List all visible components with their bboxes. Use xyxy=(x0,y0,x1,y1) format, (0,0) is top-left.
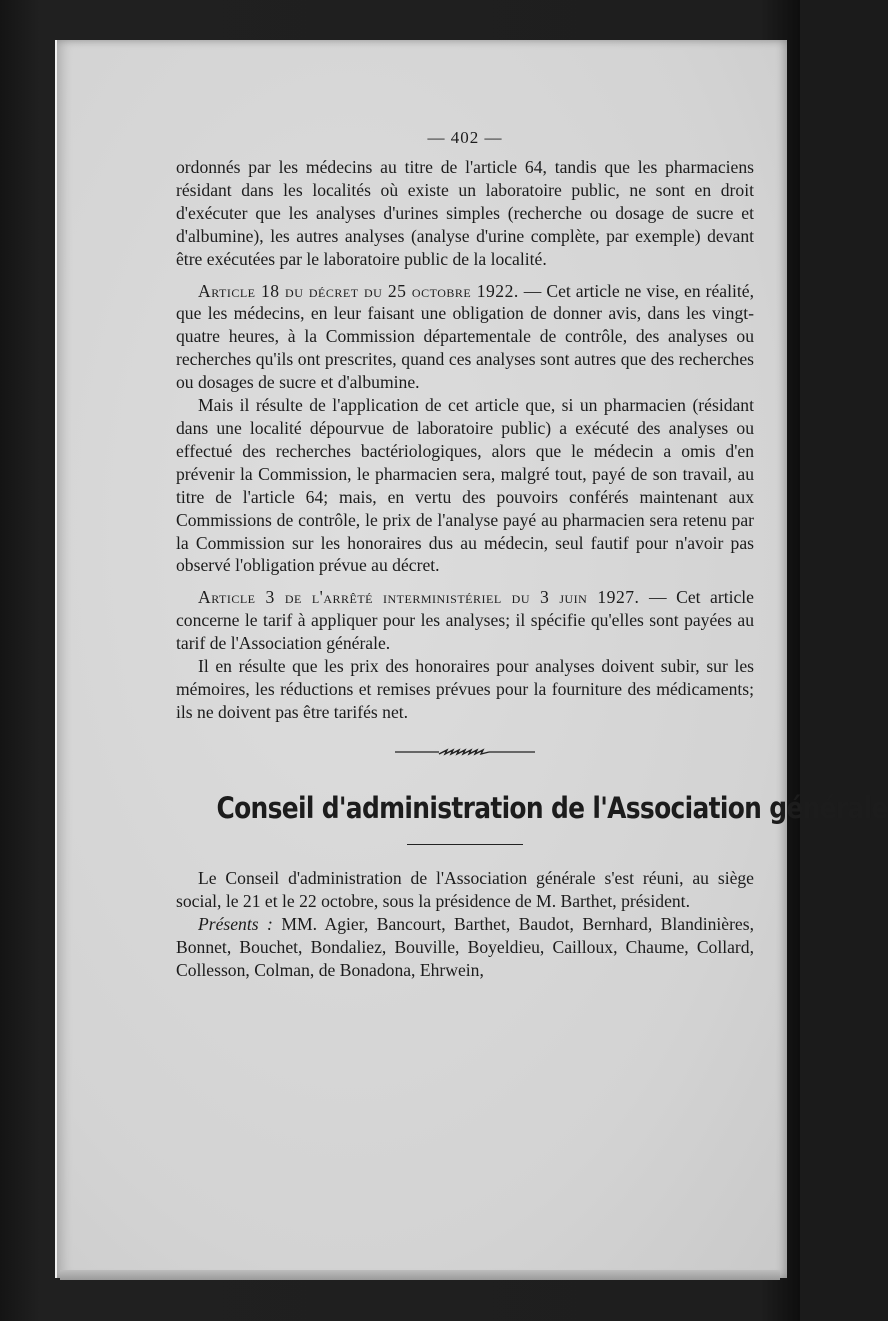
presents-list: MM. Agier, Bancourt, Barthet, Baudot, Bernhard, Blandinières, Bonnet, Bouchet, Bondaliez, Bouville, Boyeldieu, Cailloux, Chaume, Collard, Collesson, Colman, de Bonadona, Ehrwein, xyxy=(176,914,754,980)
paragraph-mais: Mais il résulte de l'application de cet article que, si un pharmacien (résidant dans une localité dépourvue de laboratoire public) a exécuté des analyses ou effectué des recherches bactériologiques, alors que le médecin a omis d'en prévenir la Commission, le pharmacien sera, malgré tout, payé de son travail, au titre de l'article 64; mais, en vertu des pouvoirs conférés maintenant aux Commissions de contrôle, le prix de l'analyse payé au pharmacien sera retenu par la Commission sur les honoraires dus au médecin, seul fautif pour n'avoir pas observé l'obligation prévue au décret. xyxy=(176,395,754,576)
paragraph-presents xyxy=(176,913,754,982)
page-content xyxy=(176,128,888,982)
paragraph-continuation: ordonnés par les médecins au titre de l'article 64, tandis que les pharmaciens résidant dans les localités où existe un laboratoire public, ne sont en droit d'exécuter que les analyses d'urines simples (recherche ou dosage de sucre et d'albumine), les autres analyses (analyse d'urine complète, par exemple) devant être exécutées par le laboratoire public de la localité. xyxy=(176,157,754,269)
article-18-heading: Article 18 du décret du 25 octobre 1922. xyxy=(198,280,519,301)
article-18-text: — Cet article ne vise, en réalité, que les médecins, en leur faisant une obligation de donner avis, dans les vingt-quatre heures, à la Commission départementale de contrôle, des analyses ou recherches qu'ils ont prescrites, quand ces analyses sont autres que des recherches ou dosages de sucre et d'albumine. xyxy=(176,280,754,393)
page-edge xyxy=(60,1270,780,1280)
paragraph-article-18 xyxy=(176,280,754,395)
article-3-heading: Article 3 de l'arrêté interministériel du 3 juin 1927. xyxy=(198,587,640,608)
article-3-text: — Cet article concerne le tarif à appliquer pour les analyses; il spécifie qu'elles sont payées au tarif de l'Association générale. xyxy=(176,587,754,654)
page-number: — 402 — xyxy=(427,128,503,147)
title-underline xyxy=(407,844,523,846)
ornament-divider xyxy=(176,742,754,762)
paragraph-conseil: Le Conseil d'administration de l'Association générale s'est réuni, au siège social, le 21 et le 22 octobre, sous la présidence de M. Barthet, président. xyxy=(176,868,754,912)
paragraph-article-3 xyxy=(176,586,754,655)
ornament-icon xyxy=(395,744,535,760)
paragraph-il-en-resulte: Il en résulte que les prix des honoraires pour analyses doivent subir, sur les mémoires, les réductions et remises prévues pour la fourniture des médicaments; ils ne doivent pas être tarifés net. xyxy=(176,656,754,722)
section-title: Conseil d'administration de l'Association générale xyxy=(216,790,888,825)
presents-label: Présents : xyxy=(198,914,273,935)
